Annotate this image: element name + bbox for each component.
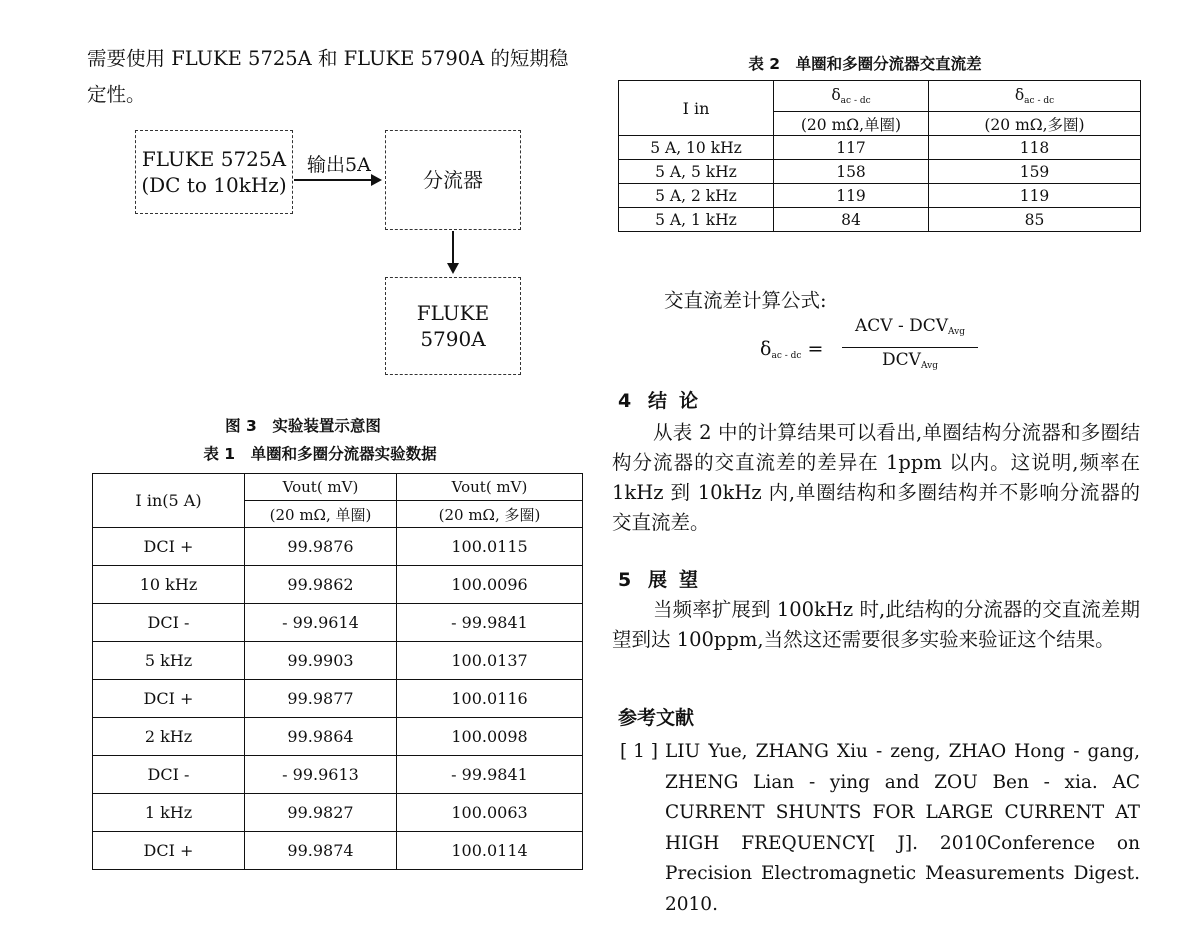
- section-4-number: 4: [618, 390, 632, 412]
- reference-item: [620, 737, 1140, 920]
- table-2-cell-single: 119: [774, 184, 929, 208]
- delta-symbol: δ: [831, 86, 841, 104]
- table-1-cell-multi: 100.0115: [397, 528, 583, 566]
- table-row: [93, 794, 583, 832]
- table-2-cell-multi: 159: [929, 160, 1141, 184]
- shunt-label: 分流器: [423, 168, 483, 192]
- delta-symbol: δ: [1014, 86, 1025, 104]
- table-1: [92, 473, 583, 870]
- formula-numerator-subscript: Avg: [948, 327, 965, 337]
- delta-subscript: ac - dc: [1024, 96, 1055, 106]
- section-5-paragraph: 当频率扩展到 100kHz 时,此结构的分流器的交直流差期望到达 100ppm,当然这还需要很多实验来验证这个结果。: [612, 598, 1140, 651]
- table-2-cell-single: 117: [774, 136, 929, 160]
- output-arrowhead: [371, 174, 382, 186]
- fluke-5790a-label-line-2: 5790A: [420, 327, 486, 351]
- table-row: [93, 718, 583, 756]
- section-5-number: 5: [618, 569, 632, 591]
- table-1-header-row-1: [93, 474, 583, 501]
- table-1-cell-single: 99.9903: [245, 642, 397, 680]
- output-arrow-label: 输出5A: [307, 154, 371, 176]
- fluke-5725a-label: FLUKE 5725A: [141, 147, 287, 171]
- formula-denominator-subscript: Avg: [920, 361, 938, 371]
- table-2-caption: 表 2 单圈和多圈分流器交直流差: [748, 55, 982, 73]
- table-1-cell-single: 99.9876: [245, 528, 397, 566]
- formula-intro: 交直流差计算公式:: [664, 289, 827, 312]
- formula-lhs: [760, 338, 823, 361]
- output-arrow-line: [294, 179, 372, 181]
- table-2: [618, 80, 1141, 232]
- table-2-header-delta-single: [774, 81, 929, 112]
- formula-delta-subscript: ac - dc: [771, 351, 802, 361]
- table-2-header-delta-multi: [929, 81, 1141, 112]
- table-row: [93, 604, 583, 642]
- table-1-cell-multi: 100.0116: [397, 680, 583, 718]
- table-1-header-single-coil: (20 mΩ, 单圈): [245, 501, 397, 528]
- section-4-title: 结论: [648, 390, 711, 412]
- table-1-cell-multi: - 99.9841: [397, 604, 583, 642]
- section-5-title: 展望: [648, 569, 711, 591]
- fluke-5790a-label-line-1: FLUKE: [416, 301, 490, 325]
- delta-subscript: ac - dc: [840, 96, 871, 106]
- table-1-cell-label: 1 kHz: [93, 794, 245, 832]
- table-2-cell-label: 5 A, 10 kHz: [619, 136, 774, 160]
- table-2-cell-single: 158: [774, 160, 929, 184]
- section-5-heading: [618, 565, 710, 592]
- table-1-cell-label: DCI +: [93, 680, 245, 718]
- table-1-cell-multi: - 99.9841: [397, 756, 583, 794]
- fluke-5725a-box: [135, 130, 293, 214]
- section-4-paragraph: 从表 2 中的计算结果可以看出,单圈结构分流器和多圈结构分流器的交直流差的差异在 1ppm 以内。这说明,频率在 1kHz 到 10kHz 内,单圈结构和多圈结构并不影响分流器的交直流差。: [612, 421, 1140, 534]
- table-row: [93, 642, 583, 680]
- table-1-cell-label: 2 kHz: [93, 718, 245, 756]
- formula-denominator: [842, 350, 978, 371]
- fraction-bar: [842, 347, 978, 348]
- formula-numerator: [842, 316, 978, 337]
- table-2-cell-label: 5 A, 5 kHz: [619, 160, 774, 184]
- table-1-header-vout-multi: Vout( mV): [397, 474, 583, 501]
- table-2-cell-multi: 85: [929, 208, 1141, 232]
- table-1-cell-multi: 100.0098: [397, 718, 583, 756]
- table-1-header-current: I in(5 A): [93, 474, 245, 528]
- experiment-setup-diagram: [0, 0, 600, 400]
- down-arrow-line: [452, 231, 454, 264]
- table-row: [619, 208, 1141, 232]
- table-1-cell-single: 99.9874: [245, 832, 397, 870]
- table-1-cell-multi: 100.0137: [397, 642, 583, 680]
- table-1-cell-label: DCI +: [93, 528, 245, 566]
- formula-denominator-text: DCV: [882, 350, 921, 370]
- table-1-cell-label: DCI -: [93, 604, 245, 642]
- table-1-caption: 表 1 单圈和多圈分流器实验数据: [203, 445, 437, 463]
- shunt-box: [385, 130, 521, 230]
- formula-delta: δ: [760, 338, 772, 360]
- formula: [760, 316, 1000, 380]
- intro-text-line-1: 需要使用 FLUKE 5725A 和 FLUKE 5790A 的短期稳: [87, 47, 569, 70]
- table-1-cell-multi: 100.0114: [397, 832, 583, 870]
- table-2-cell-single: 84: [774, 208, 929, 232]
- formula-equals: =: [807, 338, 824, 360]
- table-1-cell-label: 5 kHz: [93, 642, 245, 680]
- table-row: [93, 756, 583, 794]
- table-1-cell-single: 99.9862: [245, 566, 397, 604]
- table-1-header-multi-coil: (20 mΩ, 多圈): [397, 501, 583, 528]
- table-row: [619, 160, 1141, 184]
- table-2-header-row-1: [619, 81, 1141, 112]
- table-2-header-single-coil: (20 mΩ,单圈): [774, 112, 929, 136]
- table-2-cell-multi: 118: [929, 136, 1141, 160]
- reference-text: LIU Yue, ZHANG Xiu - zeng, ZHAO Hong - gang, ZHENG Lian - ying and ZOU Ben - xia. AC CURRENT SHUNTS FOR LARGE CURRENT AT HIGH FREQUENCY[ J]. 2010Conference on Precision Electromagnetic Measurements Digest. 2010.: [665, 741, 1140, 915]
- table-1-cell-single: 99.9864: [245, 718, 397, 756]
- table-1-cell-label: DCI +: [93, 832, 245, 870]
- table-row: [93, 566, 583, 604]
- table-1-cell-single: 99.9827: [245, 794, 397, 832]
- table-row: [93, 528, 583, 566]
- intro-text-line-2: 定性。: [87, 83, 146, 106]
- table-1-header-vout-single: Vout( mV): [245, 474, 397, 501]
- table-1-cell-multi: 100.0096: [397, 566, 583, 604]
- table-2-cell-label: 5 A, 1 kHz: [619, 208, 774, 232]
- table-2-header-multi-coil: (20 mΩ,多圈): [929, 112, 1141, 136]
- table-row: [619, 136, 1141, 160]
- table-1-cell-label: 10 kHz: [93, 566, 245, 604]
- figure-3-caption: 图 3 实验装置示意图: [225, 417, 381, 435]
- table-row: [93, 680, 583, 718]
- table-1-cell-single: 99.9877: [245, 680, 397, 718]
- formula-numerator-text: ACV - DCV: [854, 316, 949, 336]
- references-heading: 参考文献: [618, 707, 695, 729]
- section-4-heading: [618, 386, 710, 413]
- fluke-5725a-range: (DC to 10kHz): [141, 173, 287, 197]
- table-1-cell-single: - 99.9613: [245, 756, 397, 794]
- table-1-cell-multi: 100.0063: [397, 794, 583, 832]
- table-2-cell-multi: 119: [929, 184, 1141, 208]
- table-1-cell-single: - 99.9614: [245, 604, 397, 642]
- table-row: [93, 832, 583, 870]
- table-1-cell-label: DCI -: [93, 756, 245, 794]
- reference-label: [ 1 ]: [620, 741, 658, 762]
- table-row: [619, 184, 1141, 208]
- fluke-5790a-box: [385, 277, 521, 375]
- table-2-header-current: I in: [619, 81, 774, 136]
- table-2-cell-label: 5 A, 2 kHz: [619, 184, 774, 208]
- down-arrowhead: [447, 263, 459, 274]
